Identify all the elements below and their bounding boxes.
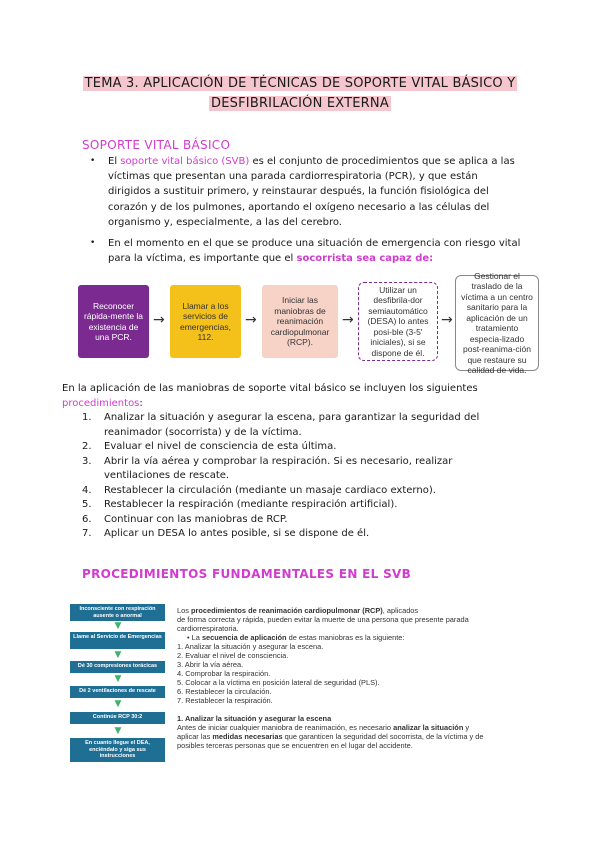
section-heading-svb: SOPORTE VITAL BÁSICO (82, 138, 231, 152)
flowchart-step: En cuanto llegue el DEA, enciéndalo y siga sus instrucciones (70, 738, 165, 762)
flowchart-step: Llame al Servicio de Emergencias (70, 632, 165, 649)
flowchart-arrow-icon: ▼ (114, 621, 122, 631)
procedure-item: 3. Abrir la vía aérea y comprobar la respiración. Si es necesario, realizar (82, 455, 453, 467)
bullet-icon: • (90, 156, 96, 166)
flowchart-step: Dé 30 compresiones torácicas (70, 661, 165, 673)
flow-step-rcp: Iniciar las maniobras de reanimación cardiopulmonar (RCP). (262, 285, 338, 358)
subsection-heading: 1. Analizar la situación y asegurar la escena (177, 714, 332, 723)
flow-step-desa: Utilizar un desfibrila-dor semiautomático (DESA) lo antes posi-ble (3-5' iniciales), si se dispone de él. (358, 282, 438, 361)
svb-definition: El soporte vital básico (SVB) es el conjunto de procedimientos que se aplica a las víctimas que presentan una parada cardiorrespiratoria (PCR), y que están dirigidos a sustituir primero, y reinstaurar después, la función fisiológica del corazón y de los pulmones, aportando el oxígeno necesario a las células del organismo y, especialmente, a las del cerebro. (108, 156, 515, 228)
flowchart-arrow-icon: ▼ (114, 699, 122, 709)
procedure-item: 6. Continuar con las maniobras de RCP. (82, 513, 288, 525)
section-heading-fundamentals: PROCEDIMIENTOS FUNDAMENTALES EN EL SVB (82, 567, 412, 581)
flow-step-call: Llamar a los servicios de emergencias, 112. (170, 285, 241, 358)
flow-step-recognize: Reconocer rápida-mente la existencia de una PCR. (78, 285, 149, 358)
procedure-item: 1. Analizar la situación y asegurar la escena, para garantizar la seguridad del (82, 412, 480, 423)
rcp-description: Los procedimientos de reanimación cardiopulmonar (RCP), aplicados de forma correcta y rápida, pueden evitar la muerte de una persona que presente parada cardiorrespiratoria. • La secuencia de aplicación de estas maniobras es la siguiente: 1. Analizar la situación y asegurar la escena. 2. Evaluar el nivel de consciencia. 3. Abrir la vía aérea. 4. Comprobar la respiración. 5. Colocar a la víctima en posición lateral de seguridad (PLS). 6. Restablecer la circulación. 7. Restablecer la respiración. 1. Analizar la situación y asegurar la escena Antes de iniciar cualquier maniobra de reanimación, es necesario analizar la situación y aplicar las medidas necesarias que garanticen la seguridad del socorrista, de la víctima y de posibles terceras personas que se encuentren en el lugar del accidente. (177, 606, 547, 750)
flow-arrow-icon: → (441, 312, 453, 328)
emergency-paragraph: En el momento en el que se produce una situación de emergencia con riesgo vital para la víctima, es importante que el socorrista sea capaz de: (108, 238, 521, 265)
flow-step-transfer: Gestionar el traslado de la víctima a un centro sanitario para la aplicación de un tratamiento especia-lizado post-reanima-ción que restaure su calidad de vida. (455, 275, 539, 371)
flowchart-step: Dé 2 ventilaciones de rescate (70, 686, 165, 698)
procedure-item: 7. Aplicar un DESA lo antes posible, si se dispone de él. (82, 528, 370, 539)
rcp-step: 4. Comprobar la respiración. (177, 669, 271, 678)
flowchart-arrow-icon: ▼ (114, 650, 122, 660)
flow-arrow-icon: → (153, 312, 165, 328)
procedures-intro: En la aplicación de las maniobras de soporte vital básico se incluyen los siguientes procedimientos: (62, 383, 478, 409)
flowchart-step: Continúe RCP 30:2 (70, 712, 165, 724)
rcp-step: 1. Analizar la situación y asegurar la escena. (177, 642, 324, 651)
rcp-step: 3. Abrir la vía aérea. (177, 660, 244, 669)
procedures-list: 1. Analizar la situación y asegurar la escena, para garantizar la seguridad del reanimador (socorrista) y de la víctima. 2. Evaluar el nivel de consciencia de esta última. 3. Abrir la vía aérea y comprobar la respiración. Si es necesario, realizar ventilaciones de rescate. 4. Restablecer la circulación (mediante un masaje cardiaco externo). 5. Restablecer la respiración (mediante respiración artificial). 6. Continuar con las maniobras de RCP. 7. Aplicar un DESA lo antes posible, si se dispone de él. (82, 411, 542, 542)
procedure-item: 2. Evaluar el nivel de consciencia de esta última. (82, 441, 337, 452)
procedure-item: 5. Restablecer la respiración (mediante respiración artificial). (82, 499, 398, 510)
flowchart-arrow-icon: ▼ (114, 726, 122, 736)
page-title-line2: DESFIBRILACIÓN EXTERNA (211, 96, 389, 111)
page-title-line1: TEMA 3. APLICACIÓN DE TÉCNICAS DE SOPORTE VITAL BÁSICO Y (84, 76, 516, 91)
bullet-icon: • (90, 238, 96, 248)
rcp-step: 6. Restablecer la circulación. (177, 687, 272, 696)
rcp-step: 5. Colocar a la víctima en posición lateral de seguridad (PLS). (177, 678, 380, 687)
flowchart-step: Inconsciente con respiración ausente o anormal (70, 604, 165, 621)
flow-arrow-icon: → (245, 312, 257, 328)
flow-arrow-icon: → (342, 312, 354, 328)
procedure-item: 4. Restablecer la circulación (mediante un masaje cardiaco externo). (82, 484, 436, 496)
flowchart-arrow-icon: ▼ (114, 674, 122, 684)
rcp-step: 7. Restablecer la respiración. (177, 696, 273, 705)
rcp-step: 2. Evaluar el nivel de consciencia. (177, 651, 289, 660)
bullet-icon: • (187, 633, 190, 642)
